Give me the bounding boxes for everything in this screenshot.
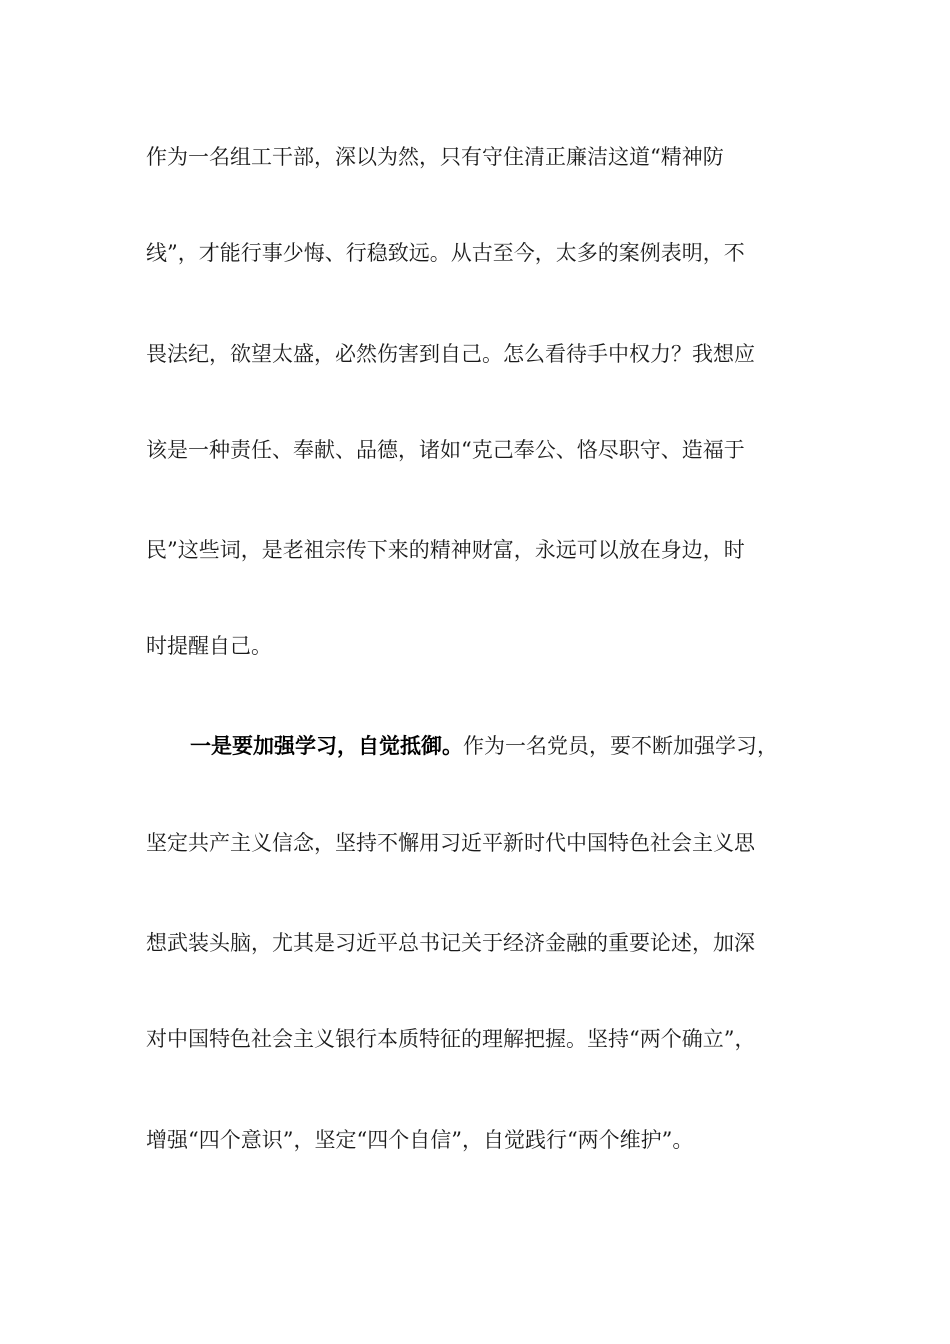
- text-line: 畏法纪，欲望太盛，必然伤害到自己。怎么看待手中权力？我想应: [146, 342, 755, 366]
- text-line: 线”，才能行事少悔、行稳致远。从古至今，太多的案例表明，不: [146, 241, 745, 265]
- text-line: 该是一种责任、奉献、品德，诸如“克己奉公、恪尽职守、造福于: [146, 438, 745, 462]
- text-line: 对中国特色社会主义银行本质特征的理解把握。坚持“两个确立”，: [146, 1027, 756, 1051]
- section-heading: 一是要加强学习，自觉抵御。: [190, 734, 463, 758]
- text-line: 时提醒自己。: [146, 634, 272, 658]
- text-line: 民”这些词，是老祖宗传下来的精神财富，永远可以放在身边，时: [146, 538, 745, 562]
- text-line: 增强“四个意识”，坚定“四个自信”，自觉践行“两个维护”。: [146, 1128, 694, 1152]
- text-line: 作为一名组工干部，深以为然，只有守住清正廉洁这道“精神防: [146, 145, 724, 169]
- paragraph-first-line: [190, 734, 778, 758]
- text-span: 作为一名党员，要不断加强学习，: [463, 734, 778, 758]
- text-line: 想武装头脑，尤其是习近平总书记关于经济金融的重要论述，加深: [146, 931, 755, 955]
- text-line: 坚定共产主义信念，坚持不懈用习近平新时代中国特色社会主义思: [146, 831, 755, 855]
